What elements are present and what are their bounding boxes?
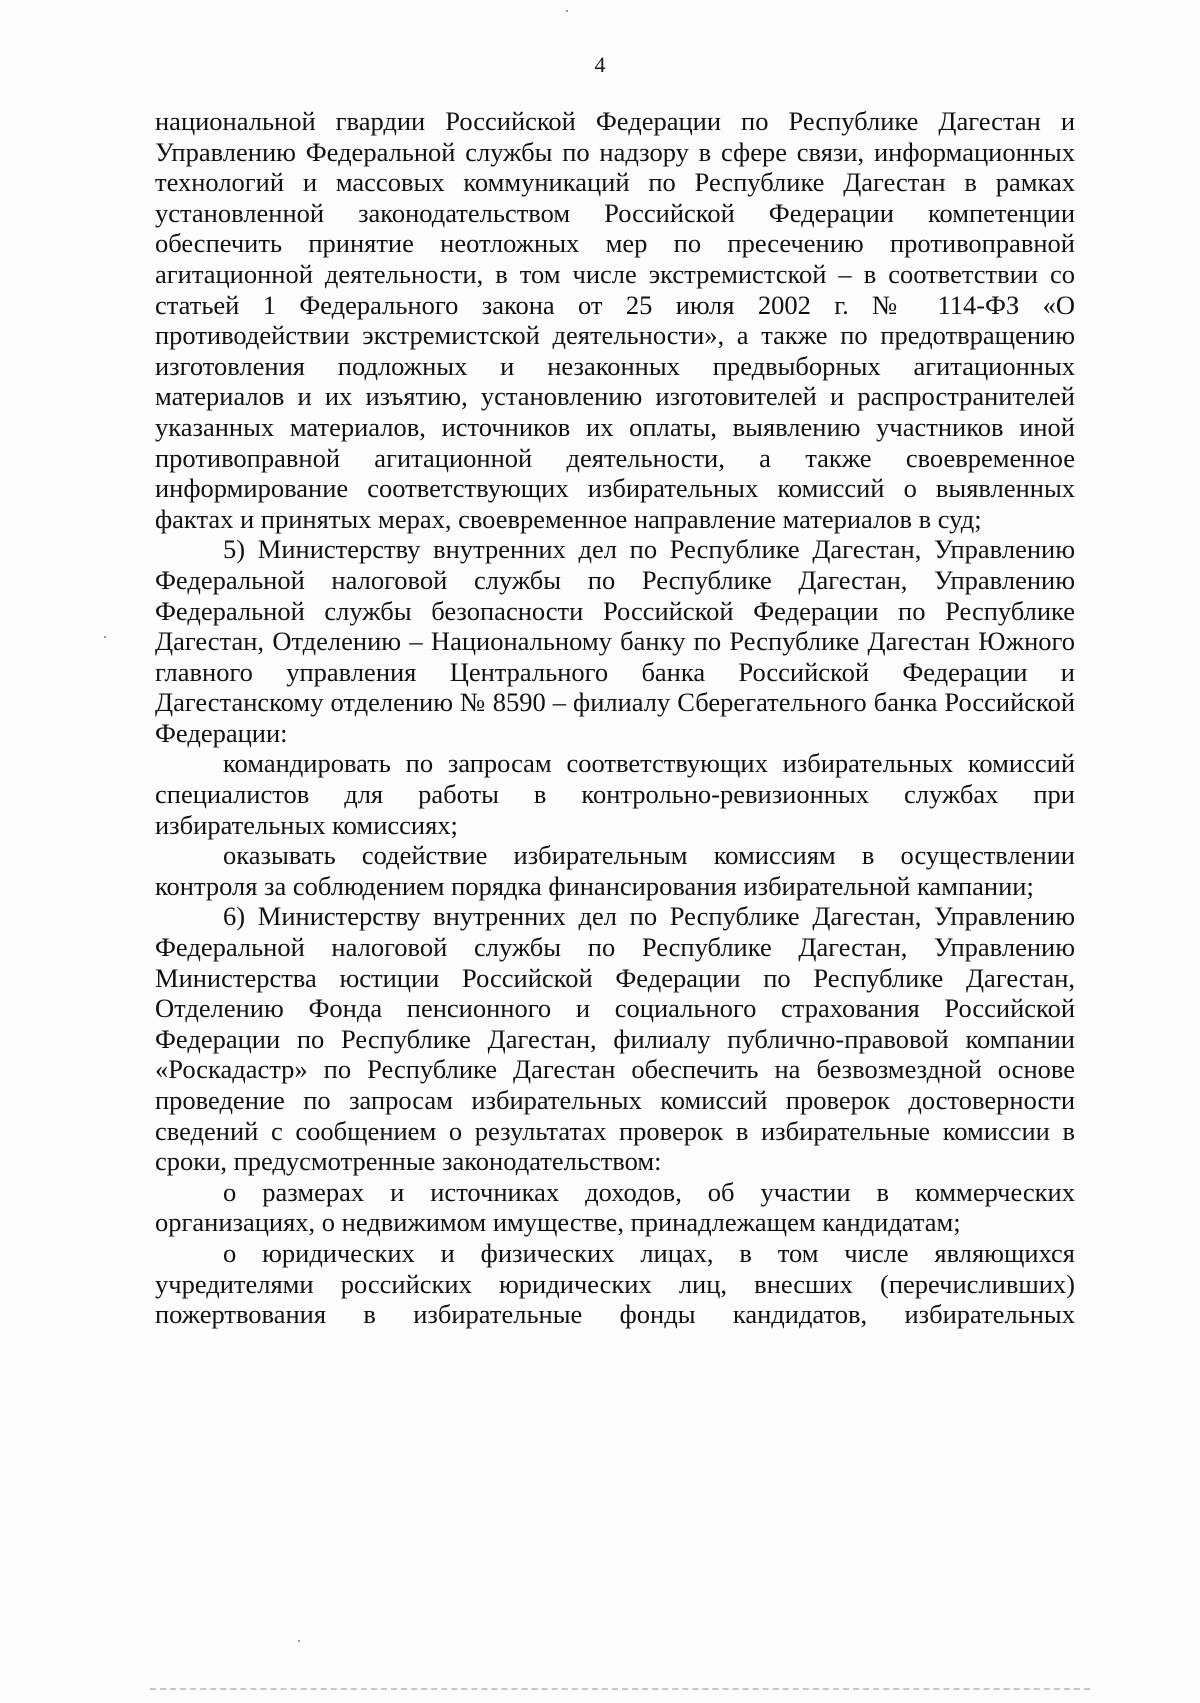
paragraph: национальной гвардии Российской Федерации по Республике Дагестан и Управлению Федеральной службы по надзору в сфере связи, информационных технологий и массовых коммуникаций по Республике Дагестан в рамках установленной законодательством Российской Федерации компетенции обеспечить принятие неотложных мер по пресечению противоправной агитационной деятельности, в том числе экстремистской – в соответствии со статьей 1 Федерального закона от 25 июля 2002 г. № 114-ФЗ «О противодействии экстремистской деятельности», а также по предотвращению изготовления подложных и незаконных предвыборных агитационных материалов и их изъятию, установлению изготовителей и распространителей указанных материалов, источников их оплаты, выявлению участников иной противоправной агитационной деятельности, а также своевременное информирование соответствующих избирательных комиссий о выявленных фактах и принятых мерах, своевременное направление материалов в суд; — [155, 106, 1075, 534]
scan-speck — [566, 10, 568, 12]
page-number: 4 — [594, 52, 606, 77]
scan-edge-line — [150, 1688, 1090, 1690]
paragraph: о размерах и источниках доходов, об участии в коммерческих организациях, о недвижимом имуществе, принадлежащем кандидатам; — [155, 1176, 1075, 1238]
paragraph: о юридических и физических лицах, в том числе являющихся учредителями российских юридических лиц, внесших (перечисливших) пожертвования в избирательные фонды кандидатов, избирательных — [155, 1237, 1075, 1330]
document-body — [155, 106, 1075, 1330]
scan-speck — [298, 1640, 300, 1642]
scan-speck — [104, 636, 106, 638]
paragraph: командировать по запросам соответствующих избирательных комиссий специалистов для работы в контрольно-ревизионных службах при избирательных комиссиях; — [155, 748, 1075, 840]
paragraph: 5) Министерству внутренних дел по Республике Дагестан, Управлению Федеральной налоговой службы по Республике Дагестан, Управлению Федеральной службы безопасности Российской Федерации по Республике Дагестан, Отделению – Национальному банку по Республике Дагестан Южного главного управления Центрального банка Российской Федерации и Дагестанскому отделению № 8590 – филиалу Сберегательного банка Российской Федерации: — [155, 534, 1075, 748]
paragraph: 6) Министерству внутренних дел по Республике Дагестан, Управлению Федеральной налоговой службы по Республике Дагестан, Управлению Министерства юстиции Российской Федерации по Республике Дагестан, Отделению Фонда пенсионного и социального страхования Российской Федерации по Республике Дагестан, филиалу публично-правовой компании «Роскадастр» по Республике Дагестан обеспечить на безвозмездной основе проведение по запросам избирательных комиссий проверок достоверности сведений с сообщением о результатах проверок в избирательные комиссии в сроки, предусмотренные законодательством: — [155, 901, 1075, 1177]
paragraph: оказывать содействие избирательным комиссиям в осуществлении контроля за соблюдением порядка финансирования избирательной кампании; — [155, 840, 1075, 901]
